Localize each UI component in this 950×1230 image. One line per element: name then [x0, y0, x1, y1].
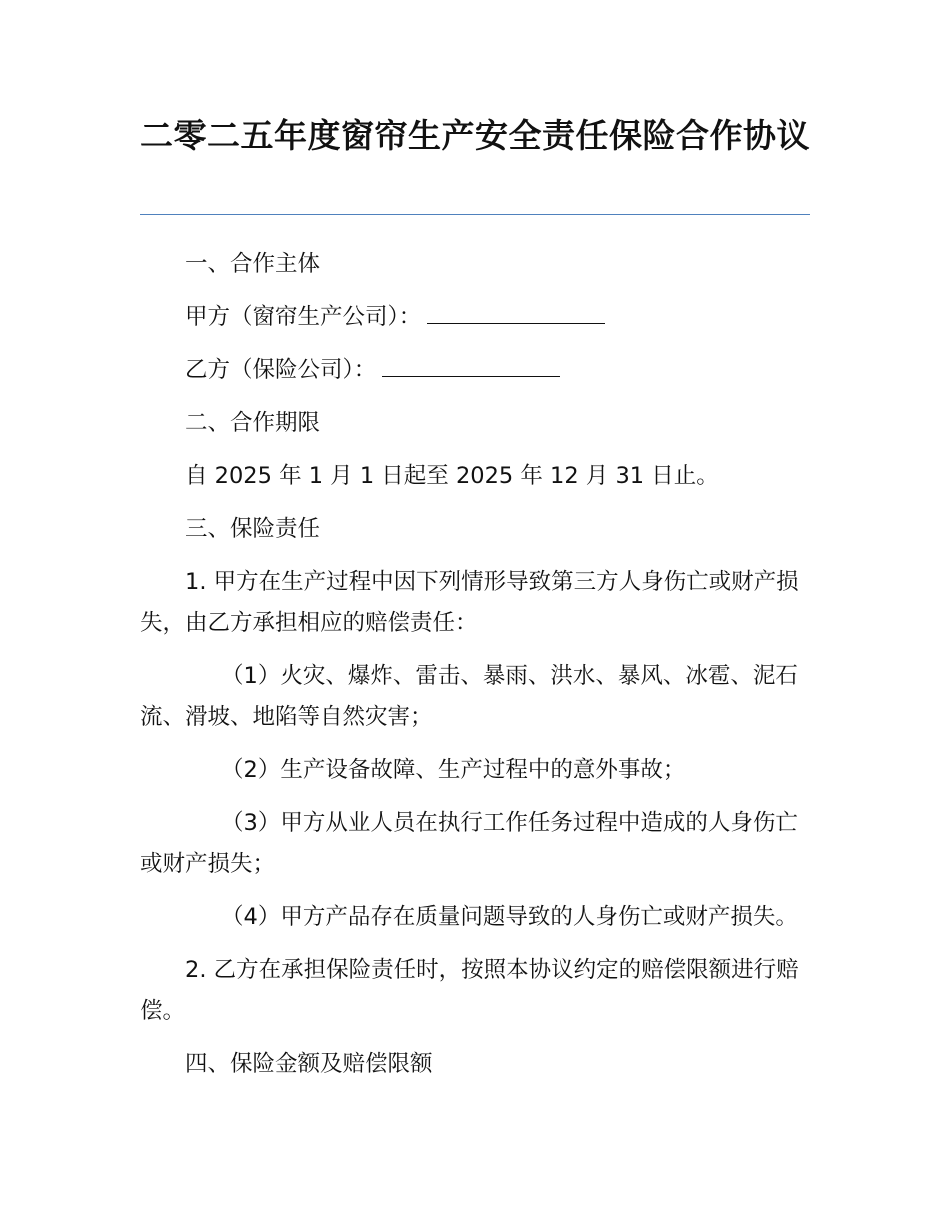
document-body: [140, 244, 812, 1097]
section-heading-amount: 四、保险金额及赔偿限额: [185, 1051, 433, 1077]
document-title: 二零二五年度窗帘生产安全责任保险合作协议: [140, 116, 810, 155]
liability-subitem-4: （4）甲方产品存在质量问题导致的人身伤亡或财产损失。: [221, 904, 798, 930]
party-b-line: [140, 350, 812, 391]
party-a-label: 甲方（窗帘生产公司）：: [185, 304, 422, 330]
liability-subitem-3: （3）甲方从业人员在执行工作任务过程中造成的人身伤亡或财产损失；: [140, 810, 798, 877]
section-heading-parties: 一、合作主体: [185, 251, 321, 277]
title-divider: [140, 214, 810, 215]
party-b-label: 乙方（保险公司）：: [185, 357, 377, 383]
liability-item-2: 2. 乙方在承担保险责任时，按照本协议约定的赔偿限额进行赔偿。: [140, 957, 799, 1024]
party-a-line: [140, 297, 812, 338]
section-heading-term: 二、合作期限: [185, 410, 321, 436]
section-heading-liability: 三、保险责任: [185, 516, 321, 542]
party-b-blank: [382, 354, 560, 377]
term-text: 自 2025 年 1 月 1 日起至 2025 年 12 月 31 日止。: [185, 463, 719, 489]
liability-item-1: 1. 甲方在生产过程中因下列情形导致第三方人身伤亡或财产损失，由乙方承担相应的赔偿责任：: [140, 569, 799, 636]
party-a-blank: [427, 301, 605, 324]
liability-subitem-2: （2）生产设备故障、生产过程中的意外事故；: [221, 757, 686, 783]
liability-subitem-1: （1）火灾、爆炸、雷击、暴雨、洪水、暴风、冰雹、泥石流、滑坡、地陷等自然灾害；: [140, 663, 798, 730]
